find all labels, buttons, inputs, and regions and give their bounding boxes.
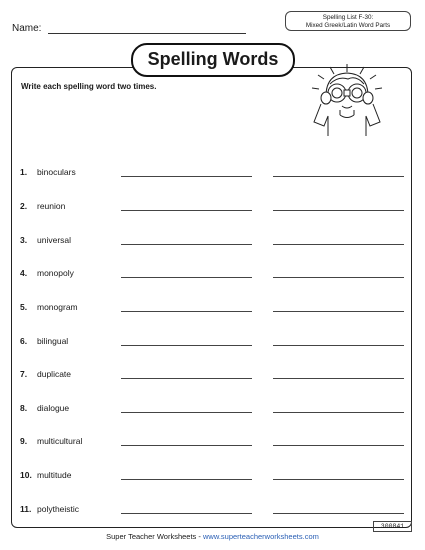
answer-line-1[interactable] [121, 277, 252, 278]
spelling-word: universal [37, 235, 72, 245]
spelling-word: monopoly [37, 268, 74, 278]
answer-line-2[interactable] [273, 176, 404, 177]
answer-line-2[interactable] [273, 277, 404, 278]
answer-line-1[interactable] [121, 378, 252, 379]
spelling-word: monogram [37, 302, 78, 312]
word-number: 5. [20, 302, 28, 312]
footer-brand: Super Teacher Worksheets [106, 532, 197, 541]
spelling-word: duplicate [37, 369, 72, 379]
word-number: 4. [20, 268, 28, 278]
word-row [0, 470, 425, 484]
word-row [0, 302, 425, 316]
spelling-list-label [285, 11, 411, 31]
answer-line-1[interactable] [121, 210, 252, 211]
word-number: 6. [20, 336, 28, 346]
word-row [0, 235, 425, 249]
boy-with-binoculars-icon [290, 60, 405, 138]
spelling-word: reunion [37, 201, 66, 211]
spelling-word: dialogue [37, 403, 70, 413]
spelling-word: bilingual [37, 336, 69, 346]
word-number: 2. [20, 201, 28, 211]
answer-line-2[interactable] [273, 479, 404, 480]
spelling-word: multicultural [37, 436, 83, 446]
word-number: 11. [20, 504, 32, 514]
word-row [0, 201, 425, 215]
word-number: 8. [20, 403, 28, 413]
footer [0, 532, 425, 541]
word-number: 1. [20, 167, 28, 177]
worksheet-code: 300841 [373, 521, 412, 532]
answer-line-1[interactable] [121, 345, 252, 346]
answer-line-2[interactable] [273, 311, 404, 312]
spelling-word: multitude [37, 470, 72, 480]
word-row [0, 167, 425, 181]
name-line[interactable] [48, 33, 246, 34]
answer-line-1[interactable] [121, 244, 252, 245]
word-row [0, 268, 425, 282]
word-row [0, 336, 425, 350]
answer-line-2[interactable] [273, 244, 404, 245]
word-number: 3. [20, 235, 28, 245]
spelling-list-title: Spelling List F-30: [322, 14, 374, 21]
word-number: 7. [20, 369, 28, 379]
name-label: Name: [12, 23, 42, 34]
answer-line-2[interactable] [273, 513, 404, 514]
word-row [0, 436, 425, 450]
footer-url-link[interactable]: www.superteacherworksheets.com [202, 532, 319, 541]
page-title: Spelling Words [131, 43, 295, 77]
answer-line-1[interactable] [121, 176, 252, 177]
footer-separator: - [196, 532, 203, 541]
answer-line-1[interactable] [121, 513, 252, 514]
answer-line-2[interactable] [273, 378, 404, 379]
word-row [0, 504, 425, 518]
answer-line-1[interactable] [121, 311, 252, 312]
answer-line-1[interactable] [121, 412, 252, 413]
answer-line-1[interactable] [121, 479, 252, 480]
instructions: Write each spelling word two times. [21, 82, 157, 91]
answer-line-2[interactable] [273, 345, 404, 346]
answer-line-2[interactable] [273, 210, 404, 211]
word-number: 10. [20, 470, 32, 480]
spelling-list-subtitle: Mixed Greek/Latin Word Parts [305, 22, 391, 29]
spelling-word: binoculars [37, 167, 76, 177]
word-row [0, 403, 425, 417]
spelling-word: polytheistic [37, 504, 80, 514]
answer-line-2[interactable] [273, 445, 404, 446]
word-row [0, 369, 425, 383]
word-number: 9. [20, 436, 28, 446]
answer-line-1[interactable] [121, 445, 252, 446]
answer-line-2[interactable] [273, 412, 404, 413]
